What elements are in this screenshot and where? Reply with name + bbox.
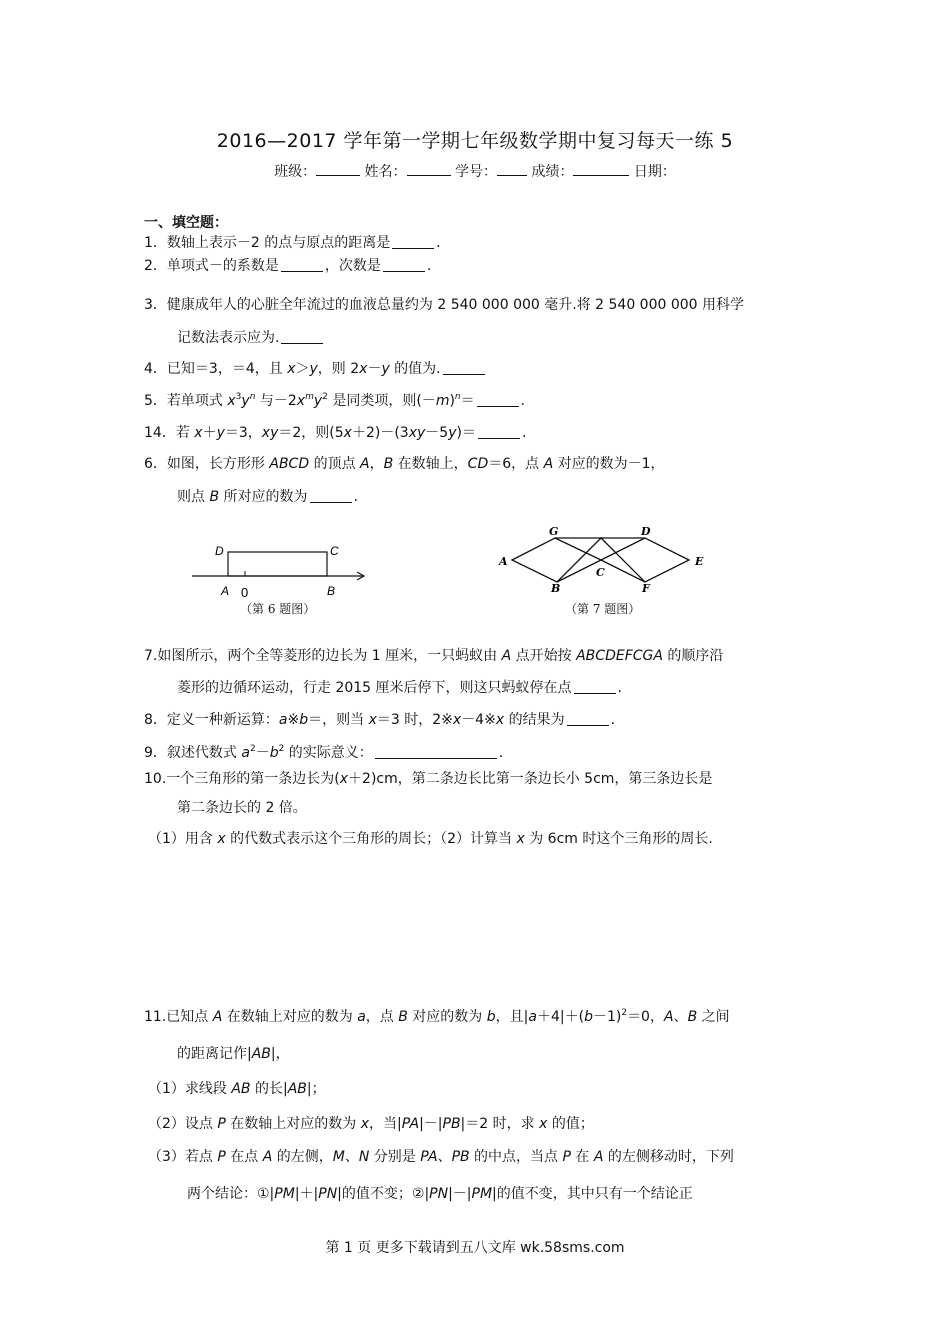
score-label: 成绩： xyxy=(531,164,574,180)
label-a: A xyxy=(221,584,230,598)
question-14: 14．若 x＋y＝3，xy＝2，则(5x＋2)－(3xy－5y)＝ . xyxy=(144,425,527,441)
rhombus-right xyxy=(601,538,689,582)
label-c: C xyxy=(330,544,339,558)
question-8: 8．定义一种新运算：a※b＝，则当 x＝3 时，2※x－4※x 的结果为 . xyxy=(144,712,616,728)
score-blank[interactable] xyxy=(573,161,629,176)
answer-blank[interactable] xyxy=(310,488,352,503)
question-6: 6．如图，长方形形 ABCD 的顶点 A，B 在数轴上，CD＝6，点 A 对应的数为－1， xyxy=(144,456,665,472)
figure-6-caption: （第 6 题图） xyxy=(240,602,316,616)
question-11: 11.已知点 A 在数轴上对应的数为 a，点 B 对应的数为 b，且$|a+4|+(b-1)^2=0$，A、B 之间 xyxy=(144,1008,730,1025)
label-g: G xyxy=(549,526,559,538)
class-blank[interactable] xyxy=(316,161,360,176)
question-5: 5．若单项式 $x^3y^n$ 与$-2x^my^2$ 是同类项，则$(-m)^n=$ . xyxy=(144,392,526,409)
figure-6-rectangle-number-line xyxy=(185,538,375,602)
question-11-part-3-cont: 两个结论：①|PM|＋|PN|的值不变；②|PN|－|PM|的值不变，其中只有一个结论正 xyxy=(187,1186,693,1202)
answer-blank[interactable] xyxy=(281,257,323,272)
figure-7-rhombuses xyxy=(495,526,710,592)
student-info-line xyxy=(0,161,950,181)
question-11-part-2: （2）设点 P 在数轴上对应的数为 x，当|PA|－|PB|＝2 时，求 x 的值； xyxy=(148,1116,594,1132)
question-3: 3．健康成年人的心脏全年流过的血液总量约为 2 540 000 000 毫升.将 2 540 000 000 用科学 xyxy=(144,297,745,313)
answer-blank[interactable] xyxy=(477,392,519,407)
question-3-cont: 记数法表示应为. xyxy=(177,327,325,347)
page-title: 2016—2017 学年第一学期七年级数学期中复习每天一练 5 xyxy=(216,130,734,152)
question-11-cont: 的距离记作|AB|， xyxy=(177,1046,290,1062)
question-11-part-3: （3）若点 P 在点 A 的左侧，M、N 分别是 PA、PB 的中点，当点 P 在 A 的左侧移动时，下列 xyxy=(148,1149,734,1165)
class-label: 班级： xyxy=(274,164,317,180)
question-10-cont: 第二条边长的 2 倍。 xyxy=(177,800,307,816)
question-2: 2．单项式－的系数是 ，次数是 . xyxy=(144,258,432,274)
figure-7-caption: （第 7 题图） xyxy=(565,602,641,616)
rhombus-left xyxy=(512,538,601,582)
label-a: A xyxy=(499,555,508,568)
answer-blank[interactable] xyxy=(478,424,520,439)
answer-blank[interactable] xyxy=(383,257,425,272)
label-d: D xyxy=(215,544,224,558)
id-label: 学号： xyxy=(455,164,497,180)
answer-blank[interactable] xyxy=(281,329,323,344)
answer-blank[interactable] xyxy=(443,360,485,375)
answer-blank[interactable] xyxy=(375,744,497,759)
page-footer: 第 1 页 更多下载请到五八文库 wk.58sms.com xyxy=(325,1240,625,1256)
label-d: D xyxy=(641,526,651,538)
question-1: 1．数轴上表示－2 的点与原点的距离是 ． xyxy=(144,235,451,251)
question-11-part-1: （1）求线段 AB 的长|AB|； xyxy=(148,1081,326,1097)
label-b: B xyxy=(551,582,561,592)
rhombus-upper-edges xyxy=(555,538,645,560)
answer-blank[interactable] xyxy=(567,711,609,726)
name-label: 姓名： xyxy=(364,164,407,180)
answer-blank[interactable] xyxy=(392,234,434,249)
label-c: C xyxy=(596,566,605,579)
question-7: 7.如图所示，两个全等菱形的边长为 1 厘米，一只蚂蚁由 A 点开始按 ABCDEFCGA 的顺序沿 xyxy=(144,648,724,664)
label-zero: 0 xyxy=(241,585,249,600)
name-blank[interactable] xyxy=(407,161,451,176)
id-blank[interactable] xyxy=(497,161,527,176)
question-10: 10.一个三角形的第一条边长为(x＋2)cm，第二条边长比第一条边长小 5cm，第三条边长是 xyxy=(144,771,713,787)
question-10-parts: （1）用含 x 的代数式表示这个三角形的周长；（2）计算当 x 为 6cm 时这个三角形的周长. xyxy=(148,831,713,847)
label-b: B xyxy=(327,584,336,598)
question-9: 9．叙述代数式 $a^2-b^2$ 的实际意义： . xyxy=(144,744,504,761)
rectangle-abcd xyxy=(228,552,327,576)
label-e: E xyxy=(695,555,704,568)
question-4: 4．已知＝3，＝4，且 x＞y，则 2x－y 的值为. xyxy=(144,358,487,378)
date-label: 日期： xyxy=(633,164,676,180)
question-7-cont: 菱形的边循环运动，行走 2015 厘米后停下，则这只蚂蚁停在点 . xyxy=(177,680,622,696)
label-f: F xyxy=(642,582,650,592)
answer-blank[interactable] xyxy=(574,679,616,694)
question-6-cont: 则点 B 所对应的数为 . xyxy=(177,489,358,505)
section-heading: 一、填空题： xyxy=(144,215,228,231)
